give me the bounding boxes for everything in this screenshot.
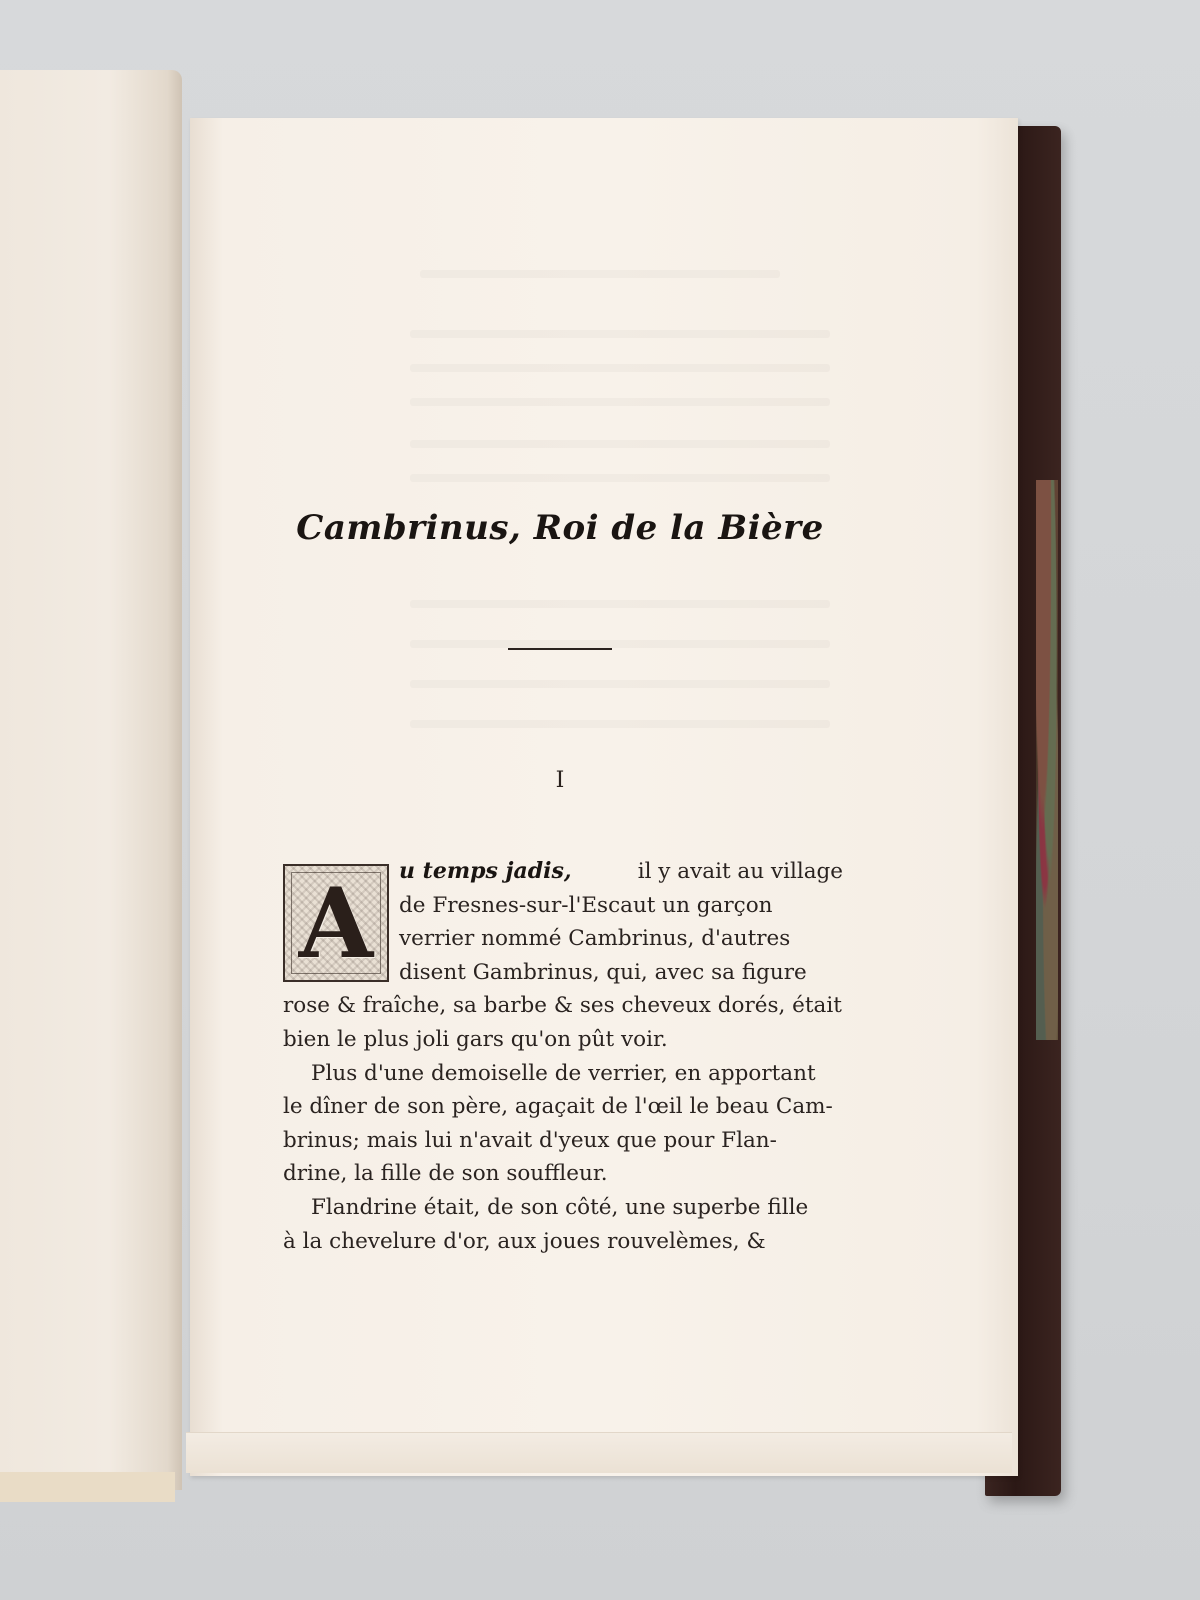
line-text: drine, la fille de son souffleur. (283, 1161, 608, 1187)
show-through (410, 680, 830, 688)
line-text: Plus d'une demoiselle de verrier, en apportant (311, 1060, 816, 1086)
text-line (283, 1090, 843, 1124)
line-text: à la chevelure d'or, aux joues rouvelèmes, & (283, 1228, 766, 1254)
show-through (410, 600, 830, 608)
show-through (410, 474, 830, 482)
chapter-number: I (555, 768, 565, 793)
left-page-edge (0, 1472, 175, 1502)
show-through (410, 330, 830, 338)
page-title: Cambrinus, Roi de la Bière (296, 508, 824, 548)
left-page (0, 70, 182, 1490)
body-text (283, 855, 843, 1258)
title-rule (508, 648, 612, 650)
text-line (283, 956, 843, 990)
line-text: le dîner de son père, agaçait de l'œil le beau Cam- (283, 1094, 833, 1120)
marbled-endpaper (1036, 480, 1058, 1040)
text-line (283, 1057, 843, 1091)
text-line (283, 1157, 843, 1191)
text-line (283, 1124, 843, 1158)
text-line (283, 889, 843, 923)
text-line (283, 1225, 843, 1259)
show-through (410, 720, 830, 728)
line-text: rose & fraîche, sa barbe & ses cheveux dorés, était (283, 993, 842, 1019)
line-text: de Fresnes-sur-l'Escaut un garçon (399, 892, 773, 918)
text-line (283, 1191, 843, 1225)
text-line (283, 922, 843, 956)
line-text: bien le plus joli gars qu'on pût voir. (283, 1026, 668, 1052)
drop-cap-letter: A (298, 866, 374, 980)
show-through (420, 270, 780, 278)
show-through (410, 440, 830, 448)
text-line (283, 989, 843, 1023)
right-page (190, 118, 1018, 1476)
show-through (410, 640, 830, 648)
opening-words: u temps jadis, (399, 858, 572, 884)
show-through (410, 398, 830, 406)
text-line (283, 855, 843, 889)
line-text: Flandrine était, de son côté, une superbe fille (311, 1194, 809, 1220)
page-edge (186, 1432, 1012, 1473)
line-text: verrier nommé Cambrinus, d'autres (399, 926, 791, 952)
show-through (410, 364, 830, 372)
line-text: disent Gambrinus, qui, avec sa figure (399, 959, 807, 985)
line-text: brinus; mais lui n'avait d'yeux que pour Flan- (283, 1127, 777, 1153)
line-text: il y avait au village (637, 859, 843, 884)
text-line (283, 1023, 843, 1057)
